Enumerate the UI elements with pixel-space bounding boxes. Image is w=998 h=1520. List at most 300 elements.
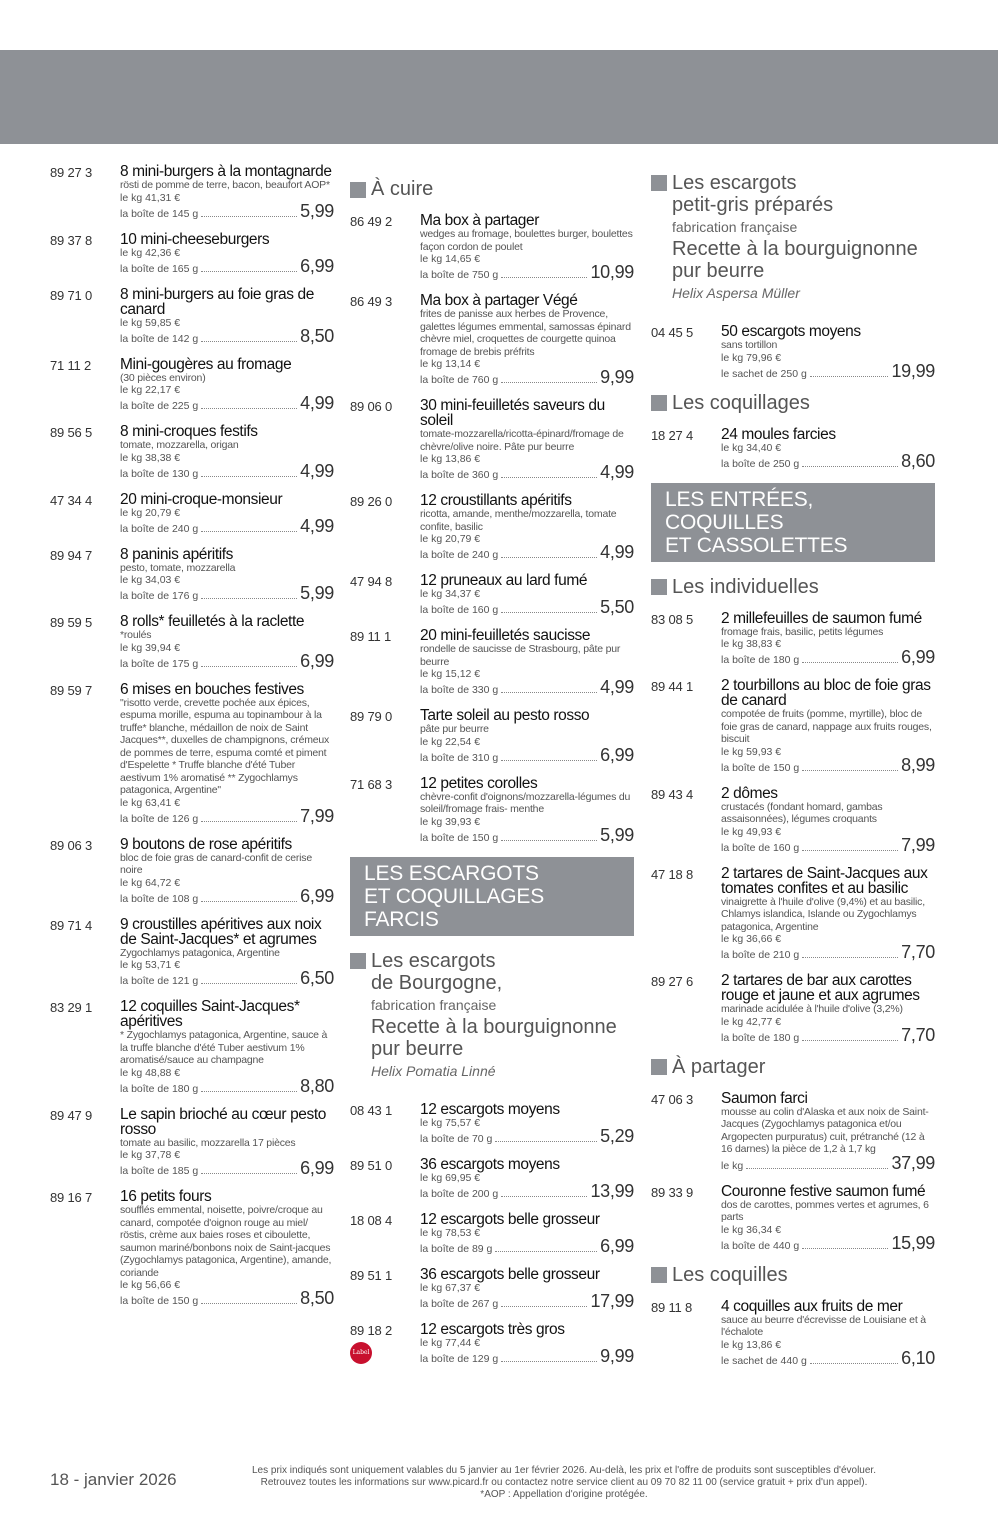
product-code: 89 94 7 xyxy=(50,547,92,563)
section-square-icon xyxy=(350,182,366,198)
product-description: bloc de foie gras de canard-confit de cerise noire xyxy=(120,851,312,876)
package-size: le sachet de 440 g xyxy=(721,1354,807,1367)
product-code: 89 16 7 xyxy=(50,1190,92,1205)
footer-legal: Les prix indiqués sont uniquement valables du 5 janvier au 1er février 2026. Au-delà, les prix et l'offre de produits sont susceptibles d'évoluer. Retrouvez toutes les informations sur www.picard.fr ou contactez notre service client au 09 70 82 11 00 (service gratuit + prix d'un appel). *AOP : Appellation d'origine protégée. xyxy=(251,1465,876,1500)
price-line xyxy=(120,200,334,221)
price-line xyxy=(420,1125,634,1146)
product-code: 47 94 8 xyxy=(350,574,392,589)
package-size: la boîte de 175 g xyxy=(120,657,199,670)
product-price: 5,99 xyxy=(300,200,334,221)
dot-leader xyxy=(501,1306,587,1307)
section-coquillages: Les coquillages xyxy=(651,392,935,415)
package-size: la boîte de 126 g xyxy=(120,812,199,825)
price-line xyxy=(721,1347,935,1368)
product-item xyxy=(50,424,334,481)
product-code: 89 71 0 xyxy=(50,287,92,303)
dot-leader xyxy=(201,216,297,217)
dot-leader xyxy=(495,1141,597,1142)
product-item xyxy=(350,398,634,482)
product-item xyxy=(651,1184,935,1253)
package-size: la boîte de 150 g xyxy=(420,831,499,844)
section-a-partager: À partager xyxy=(651,1056,935,1079)
product-price: 5,99 xyxy=(300,583,334,603)
product-description: marinade acidulée à l'huile d'olive (3,2%) xyxy=(721,1003,903,1015)
price-line xyxy=(120,393,334,413)
product-name: 36 escargots belle grosseur xyxy=(420,1265,600,1283)
product-code: 08 43 1 xyxy=(350,1102,392,1118)
product-name: 4 coquilles aux fruits de mer xyxy=(721,1297,903,1315)
product-code: 89 79 0 xyxy=(350,709,392,724)
product-item xyxy=(350,628,634,697)
dot-leader xyxy=(802,850,898,851)
dot-leader xyxy=(501,382,597,383)
dot-leader xyxy=(201,821,297,822)
product-item xyxy=(50,999,334,1096)
dot-leader xyxy=(746,1168,888,1169)
subhead-escargots-bourgogne: Les escargots de Bourgogne, fabrication française Recette à la bourguignonne pur beurre Helix Pomatia Linné xyxy=(350,950,634,1082)
product-description: pesto, tomate, mozzarella xyxy=(120,561,236,574)
product-description: pâte pur beurre xyxy=(420,723,489,735)
product-price: 19,99 xyxy=(891,360,935,381)
product-code: 89 27 3 xyxy=(50,165,92,180)
price-per-kg: le kg 49,93 € xyxy=(721,825,782,838)
product-item xyxy=(651,1091,935,1173)
product-item xyxy=(350,776,634,845)
dot-leader xyxy=(501,1361,597,1362)
price-per-kg: le kg 63,41 € xyxy=(120,796,181,809)
price-line xyxy=(420,1235,634,1256)
product-description: crustacés (fondant homard, gambas assaisonnées), légumes croquants xyxy=(721,800,883,825)
product-name: 8 mini-burgers au foie gras de canard xyxy=(120,285,314,318)
price-per-kg: le kg 36,66 € xyxy=(721,933,782,945)
price-per-kg: le kg 34,03 € xyxy=(120,574,181,586)
price-per-kg: le kg 34,37 € xyxy=(420,588,481,600)
dot-leader xyxy=(802,957,898,958)
product-code: 89 51 0 xyxy=(350,1157,392,1173)
product-item xyxy=(50,232,334,276)
price-per-kg: le kg 67,37 € xyxy=(420,1281,481,1294)
package-size: la boîte de 180 g xyxy=(721,654,800,666)
section-square-icon xyxy=(651,579,667,595)
product-code: 18 08 4 xyxy=(350,1212,392,1228)
product-name: Ma box à partager Végé xyxy=(420,292,578,309)
dot-leader xyxy=(802,770,898,771)
product-name: 30 mini-feuilletés saveurs du soleil xyxy=(420,397,605,429)
dot-leader xyxy=(802,466,898,467)
product-code: 89 27 6 xyxy=(651,974,693,989)
product-item xyxy=(651,973,935,1045)
section-square-icon xyxy=(651,175,667,191)
price-per-kg: le kg 77,44 € xyxy=(420,1336,481,1349)
product-description: *roulés xyxy=(120,629,152,641)
price-line xyxy=(721,1024,935,1045)
package-size: la boîte de 160 g xyxy=(420,604,499,616)
product-name: 12 escargots moyens xyxy=(420,1100,560,1118)
dot-leader xyxy=(501,692,597,693)
package-size: la boîte de 160 g xyxy=(721,841,800,854)
dot-leader xyxy=(201,271,297,272)
price-line xyxy=(721,1152,935,1173)
dot-leader xyxy=(495,1251,597,1252)
product-name: 12 petites corolles xyxy=(420,774,538,792)
product-item xyxy=(50,164,334,221)
product-name: 12 coquilles Saint-Jacques* apéritives xyxy=(120,998,300,1030)
product-price: 4,99 xyxy=(300,515,334,536)
product-price: 4,99 xyxy=(300,393,334,413)
package-size: la boîte de 185 g xyxy=(120,1165,199,1177)
package-size: le kg xyxy=(721,1159,744,1172)
price-per-kg: le kg 38,83 € xyxy=(721,638,782,650)
column-2 xyxy=(350,172,634,1377)
product-item xyxy=(350,708,634,765)
product-item xyxy=(350,1212,634,1256)
package-size: la boîte de 130 g xyxy=(120,467,199,480)
dot-leader xyxy=(201,341,297,342)
section-individuelles: Les individuelles xyxy=(651,576,935,599)
package-size: la boîte de 129 g xyxy=(420,1352,499,1365)
product-price: 6,99 xyxy=(600,744,634,765)
package-size: la boîte de 145 g xyxy=(120,207,199,220)
dot-leader xyxy=(201,666,297,667)
package-size: la boîte de 310 g xyxy=(420,751,499,764)
product-price: 9,99 xyxy=(600,367,634,387)
label-rouge-logo: Label Rouge xyxy=(350,1342,372,1364)
product-price: 37,99 xyxy=(891,1152,935,1173)
price-line xyxy=(420,1180,634,1201)
product-price: 4,99 xyxy=(300,460,334,481)
price-line xyxy=(721,647,935,667)
package-size: la boîte de 89 g xyxy=(420,1242,493,1255)
product-code: 89 26 0 xyxy=(350,494,392,509)
price-per-kg: le kg 59,93 € xyxy=(721,745,782,758)
price-per-kg: le kg 13,86 € xyxy=(420,453,481,465)
section-square-icon xyxy=(651,1059,667,1075)
product-item xyxy=(50,682,334,826)
price-line xyxy=(721,450,935,471)
product-name: Couronne festive saumon fumé xyxy=(721,1182,926,1200)
product-price: 10,99 xyxy=(590,262,634,282)
product-item xyxy=(350,1102,634,1146)
product-name: Ma box à partager xyxy=(420,212,539,229)
price-line xyxy=(120,650,334,671)
product-name: 24 moules farcies xyxy=(721,425,836,443)
product-price: 7,70 xyxy=(901,1024,935,1045)
price-per-kg: le kg 69,95 € xyxy=(420,1171,481,1184)
dot-leader xyxy=(201,983,297,984)
product-description: tomate-mozzarella/ricotta-épinard/fromage de chèvre/olive noire. Pâte pur beurre xyxy=(420,428,624,453)
product-price: 6,99 xyxy=(300,1158,334,1178)
column-1 xyxy=(50,164,334,1319)
price-per-kg: le kg 13,86 € xyxy=(721,1338,782,1351)
product-item xyxy=(50,287,334,346)
price-line xyxy=(721,1232,935,1253)
product-price: 4,99 xyxy=(600,677,634,697)
product-price: 6,10 xyxy=(901,1347,935,1368)
price-line xyxy=(120,1158,334,1178)
product-price: 9,99 xyxy=(600,1345,634,1366)
package-size: la boîte de 70 g xyxy=(420,1132,493,1145)
dot-leader xyxy=(802,662,898,663)
band-escargots: LES ESCARGOTS ET COQUILLAGES FARCIS xyxy=(350,857,634,936)
dot-leader xyxy=(501,760,597,761)
package-size: la boîte de 150 g xyxy=(721,761,800,774)
dot-leader xyxy=(201,1173,297,1174)
package-size: la boîte de 165 g xyxy=(120,262,199,275)
product-price: 8,99 xyxy=(901,754,935,775)
price-per-kg: le kg 48,88 € xyxy=(120,1066,181,1079)
product-item xyxy=(50,547,334,604)
product-description: "risotto verde, crevette pochée aux épices, espuma morille, espuma au topinambour à la truffe* blanche, médaillon de noix de Saint Jacques**, duxelles de champignons, crémeux de pommes de terre, espuma comté et piment d'Espelette * Truffe blanche d'été Tuber aestivum 1% aromatisé ** Zygochlamys patagonica, Argentine" xyxy=(120,696,330,796)
price-line xyxy=(721,754,935,775)
product-code: 89 33 9 xyxy=(651,1184,693,1200)
price-per-kg: le kg 78,53 € xyxy=(420,1226,481,1239)
product-code: 47 18 8 xyxy=(651,866,693,882)
product-code: 71 68 3 xyxy=(350,776,392,792)
price-per-kg: le kg 34,40 € xyxy=(721,441,782,454)
product-code: 89 18 2 xyxy=(350,1322,392,1338)
price-per-kg: le kg 79,96 € xyxy=(721,351,782,364)
package-size: la boîte de 200 g xyxy=(420,1187,499,1200)
section-coquilles: Les coquilles xyxy=(651,1264,935,1287)
product-name: 10 mini-cheeseburgers xyxy=(120,230,270,248)
price-line xyxy=(420,744,634,765)
price-line xyxy=(120,885,334,906)
price-per-kg: le kg 56,66 € xyxy=(120,1279,181,1291)
dot-leader xyxy=(501,477,597,478)
product-item xyxy=(50,917,334,989)
price-line xyxy=(721,360,935,381)
dot-leader xyxy=(501,840,597,841)
product-item xyxy=(350,1157,634,1201)
price-line xyxy=(721,834,935,855)
product-description: compotée de fruits (pomme, myrtille), bloc de foie gras de canard, nappage aux fruits rouges, biscuit xyxy=(721,708,932,745)
price-line xyxy=(420,1345,634,1366)
product-code: 89 11 1 xyxy=(350,629,392,644)
dot-leader xyxy=(201,598,297,599)
product-name: Le sapin brioché au cœur pesto rosso xyxy=(120,1105,326,1138)
product-name: 8 mini-croques festifs xyxy=(120,423,258,440)
package-size: la boîte de 180 g xyxy=(721,1031,800,1044)
section-square-icon xyxy=(651,1267,667,1283)
subhead-escargots-petit-gris: Les escargots petit-gris préparés fabrication française Recette à la bourguignonne pur beurre Helix Aspersa Müller xyxy=(651,172,935,304)
dot-leader xyxy=(802,1040,898,1041)
product-price: 7,70 xyxy=(901,942,935,962)
product-price: 17,99 xyxy=(590,1290,634,1311)
product-description: soufflés emmental, noisette, poivre/croque au canard, compotée d'oignon rouge au miel/ röstis, crème aux baies roses et ciboulette, saumon mariné/bonbons noix de Saint-jacques (Zygochlamys patagonica, Argentine), amande, coriande xyxy=(120,1204,332,1279)
product-description: rösti de pomme de terre, bacon, beaufort AOP* xyxy=(120,179,330,191)
product-code: 89 11 8 xyxy=(651,1299,693,1315)
product-name: 2 millefeuilles de saumon fumé xyxy=(721,609,922,627)
product-price: 6,50 xyxy=(300,968,334,988)
package-size: la boîte de 121 g xyxy=(120,975,199,987)
product-name: 12 croustillants apéritifs xyxy=(420,492,572,509)
product-item xyxy=(50,1189,334,1308)
product-code: 89 47 9 xyxy=(50,1107,92,1123)
price-per-kg: le kg 42,36 € xyxy=(120,246,181,259)
product-price: 6,99 xyxy=(300,885,334,906)
price-line xyxy=(420,542,634,562)
section-square-icon xyxy=(651,395,667,411)
product-description: rondelle de saucisse de Strasbourg, pâte pur beurre xyxy=(420,643,621,668)
product-price: 6,99 xyxy=(600,1235,634,1256)
product-description: mousse au colin d'Alaska et aux noix de Saint-Jacques (Zygochlamys patagonica et/ou Argopecten purpuratus) cuit, prétranché (12 à 16 darnes) la pièce de 1,2 à 1,7 kg xyxy=(721,1105,929,1155)
product-description: dos de carottes, pommes vertes et agrumes, 6 parts xyxy=(721,1198,929,1223)
product-code: 86 49 2 xyxy=(350,214,392,229)
dot-leader xyxy=(201,1303,297,1304)
product-item xyxy=(50,614,334,671)
product-price: 8,50 xyxy=(300,1288,334,1308)
package-size: le sachet de 250 g xyxy=(721,367,807,380)
product-name: Mini-gougères au fromage xyxy=(120,355,292,373)
product-price: 8,80 xyxy=(300,1075,334,1096)
package-size: la boîte de 180 g xyxy=(120,1082,199,1095)
product-description: Zygochlamys patagonica, Argentine xyxy=(120,946,280,959)
product-price: 8,50 xyxy=(300,325,334,346)
price-per-kg: le kg 13,14 € xyxy=(420,358,481,370)
package-size: la boîte de 267 g xyxy=(420,1297,499,1310)
product-code: 89 06 3 xyxy=(50,837,92,853)
product-price: 7,99 xyxy=(901,834,935,855)
product-price: 15,99 xyxy=(891,1232,935,1253)
price-line xyxy=(420,597,634,617)
product-name: 9 boutons de rose apéritifs xyxy=(120,835,292,853)
package-size: la boîte de 108 g xyxy=(120,892,199,905)
page-number: 18 - janvier 2026 xyxy=(50,1470,177,1489)
price-per-kg: le kg 37,78 € xyxy=(120,1149,181,1161)
price-line xyxy=(120,583,334,603)
product-code: 89 59 5 xyxy=(50,615,92,630)
product-price: 5,29 xyxy=(600,1125,634,1146)
product-code: 89 44 1 xyxy=(651,679,693,694)
product-item xyxy=(651,611,935,668)
product-description: sauce au beurre d'écrevisse de Louisiane et à l'échalote xyxy=(721,1313,926,1338)
package-size: la boîte de 750 g xyxy=(420,269,499,281)
product-item xyxy=(50,357,334,414)
package-size: la boîte de 250 g xyxy=(721,457,800,470)
product-price: 7,99 xyxy=(300,805,334,826)
package-size: la boîte de 760 g xyxy=(420,374,499,386)
price-line xyxy=(120,255,334,276)
price-line xyxy=(420,677,634,697)
price-line xyxy=(420,262,634,282)
package-size: la boîte de 240 g xyxy=(420,549,499,561)
product-code: 89 71 4 xyxy=(50,917,92,933)
product-name: 8 mini-burgers à la montagnarde xyxy=(120,163,332,180)
product-item xyxy=(350,213,634,282)
dot-leader xyxy=(810,376,889,377)
price-line xyxy=(420,462,634,482)
price-line xyxy=(120,968,334,988)
price-per-kg: le kg 15,12 € xyxy=(420,668,481,680)
product-code: 18 27 4 xyxy=(651,427,693,443)
price-per-kg: le kg 75,57 € xyxy=(420,1116,481,1129)
dot-leader xyxy=(501,557,597,558)
product-name: 12 escargots belle grosseur xyxy=(420,1210,600,1228)
price-line xyxy=(120,1075,334,1096)
product-item xyxy=(350,1320,634,1378)
product-name: 20 mini-feuilletés saucisse xyxy=(420,627,591,644)
product-name: 12 pruneaux au lard fumé xyxy=(420,572,588,589)
dot-leader xyxy=(201,901,297,902)
product-price: 5,99 xyxy=(600,824,634,845)
product-price: 6,99 xyxy=(300,255,334,276)
product-price: 8,60 xyxy=(901,450,935,471)
price-per-kg: le kg 22,17 € xyxy=(120,384,181,396)
product-description: ricotta, amande, menthe/mozzarella, tomate confite, basilic xyxy=(420,508,617,533)
price-per-kg: le kg 20,79 € xyxy=(120,506,181,519)
product-description: frites de panisse aux herbes de Provence, galettes légumes emmental, samossas épinard chèvre miel, croquettes de courgette quinoa fromage de brebis préfrits xyxy=(420,308,631,358)
dot-leader xyxy=(810,1363,898,1364)
header-banner xyxy=(0,50,998,144)
package-size: la boîte de 360 g xyxy=(420,469,499,481)
product-name: 2 tourbillons au bloc de foie gras de canard xyxy=(721,677,931,709)
product-name: 50 escargots moyens xyxy=(721,323,861,340)
dot-leader xyxy=(802,1248,888,1249)
package-size: la boîte de 210 g xyxy=(721,949,800,961)
product-code: 04 45 5 xyxy=(651,325,693,340)
price-per-kg: le kg 39,94 € xyxy=(120,641,181,654)
price-per-kg: le kg 64,72 € xyxy=(120,876,181,889)
product-price: 6,99 xyxy=(300,650,334,671)
product-description: vinaigrette à l'huile d'olive (9,4%) et au basilic, Chlamys islandica, Islande ou Zygochlamys patagonica, Argentine xyxy=(721,895,925,933)
product-item xyxy=(350,293,634,387)
product-price: 4,99 xyxy=(600,542,634,562)
dot-leader xyxy=(501,612,597,613)
product-code: 47 06 3 xyxy=(651,1091,693,1107)
product-name: 6 mises en bouches festives xyxy=(120,680,304,698)
dot-leader xyxy=(501,1196,587,1197)
band-entrees: LES ENTRÉES, COQUILLES ET CASSOLETTES xyxy=(651,483,935,562)
price-per-kg: le kg 59,85 € xyxy=(120,316,181,329)
product-name: 16 petits fours xyxy=(120,1188,212,1205)
price-line xyxy=(120,325,334,346)
package-size: la boîte de 240 g xyxy=(120,522,199,535)
product-price: 5,50 xyxy=(600,597,634,617)
price-per-kg: le kg 39,93 € xyxy=(420,815,481,828)
product-code: 86 49 3 xyxy=(350,294,392,309)
price-line xyxy=(420,824,634,845)
price-line xyxy=(120,515,334,536)
price-line xyxy=(120,460,334,481)
dot-leader xyxy=(501,277,587,278)
product-name: 8 paninis apéritifs xyxy=(120,545,234,563)
price-per-kg: le kg 36,34 € xyxy=(721,1223,782,1236)
product-item xyxy=(651,678,935,775)
dot-leader xyxy=(201,531,297,532)
product-description: wedges au fromage, boulettes burger, boulettes façon cordon de poulet xyxy=(420,228,633,253)
price-per-kg: le kg 20,79 € xyxy=(420,533,481,545)
product-name: Saumon farci xyxy=(721,1089,808,1107)
product-name: 12 escargots très gros xyxy=(420,1320,565,1338)
price-line xyxy=(420,367,634,387)
product-item xyxy=(350,493,634,562)
product-code: 71 11 2 xyxy=(50,357,92,373)
product-name: 2 dômes xyxy=(721,784,778,802)
product-name: 8 rolls* feuilletés à la raclette xyxy=(120,613,305,630)
product-price: 4,99 xyxy=(600,462,634,482)
product-description: * Zygochlamys patagonica, Argentine, sauce à la truffe blanche d'été Tuber aestivum 1% aromatisé/sauce au champagne xyxy=(120,1029,328,1066)
column-3 xyxy=(651,172,935,1379)
product-description: tomate, mozzarella, origan xyxy=(120,439,239,451)
price-per-kg: le kg 38,38 € xyxy=(120,451,181,464)
product-code: 89 51 1 xyxy=(350,1267,392,1283)
product-description: sans tortillon xyxy=(721,339,778,351)
product-code: 83 29 1 xyxy=(50,1000,92,1015)
product-name: 36 escargots moyens xyxy=(420,1155,560,1173)
product-name: 20 mini-croque-monsieur xyxy=(120,490,283,508)
price-per-kg: le kg 22,54 € xyxy=(420,735,481,748)
package-size: la boîte de 225 g xyxy=(120,400,199,412)
